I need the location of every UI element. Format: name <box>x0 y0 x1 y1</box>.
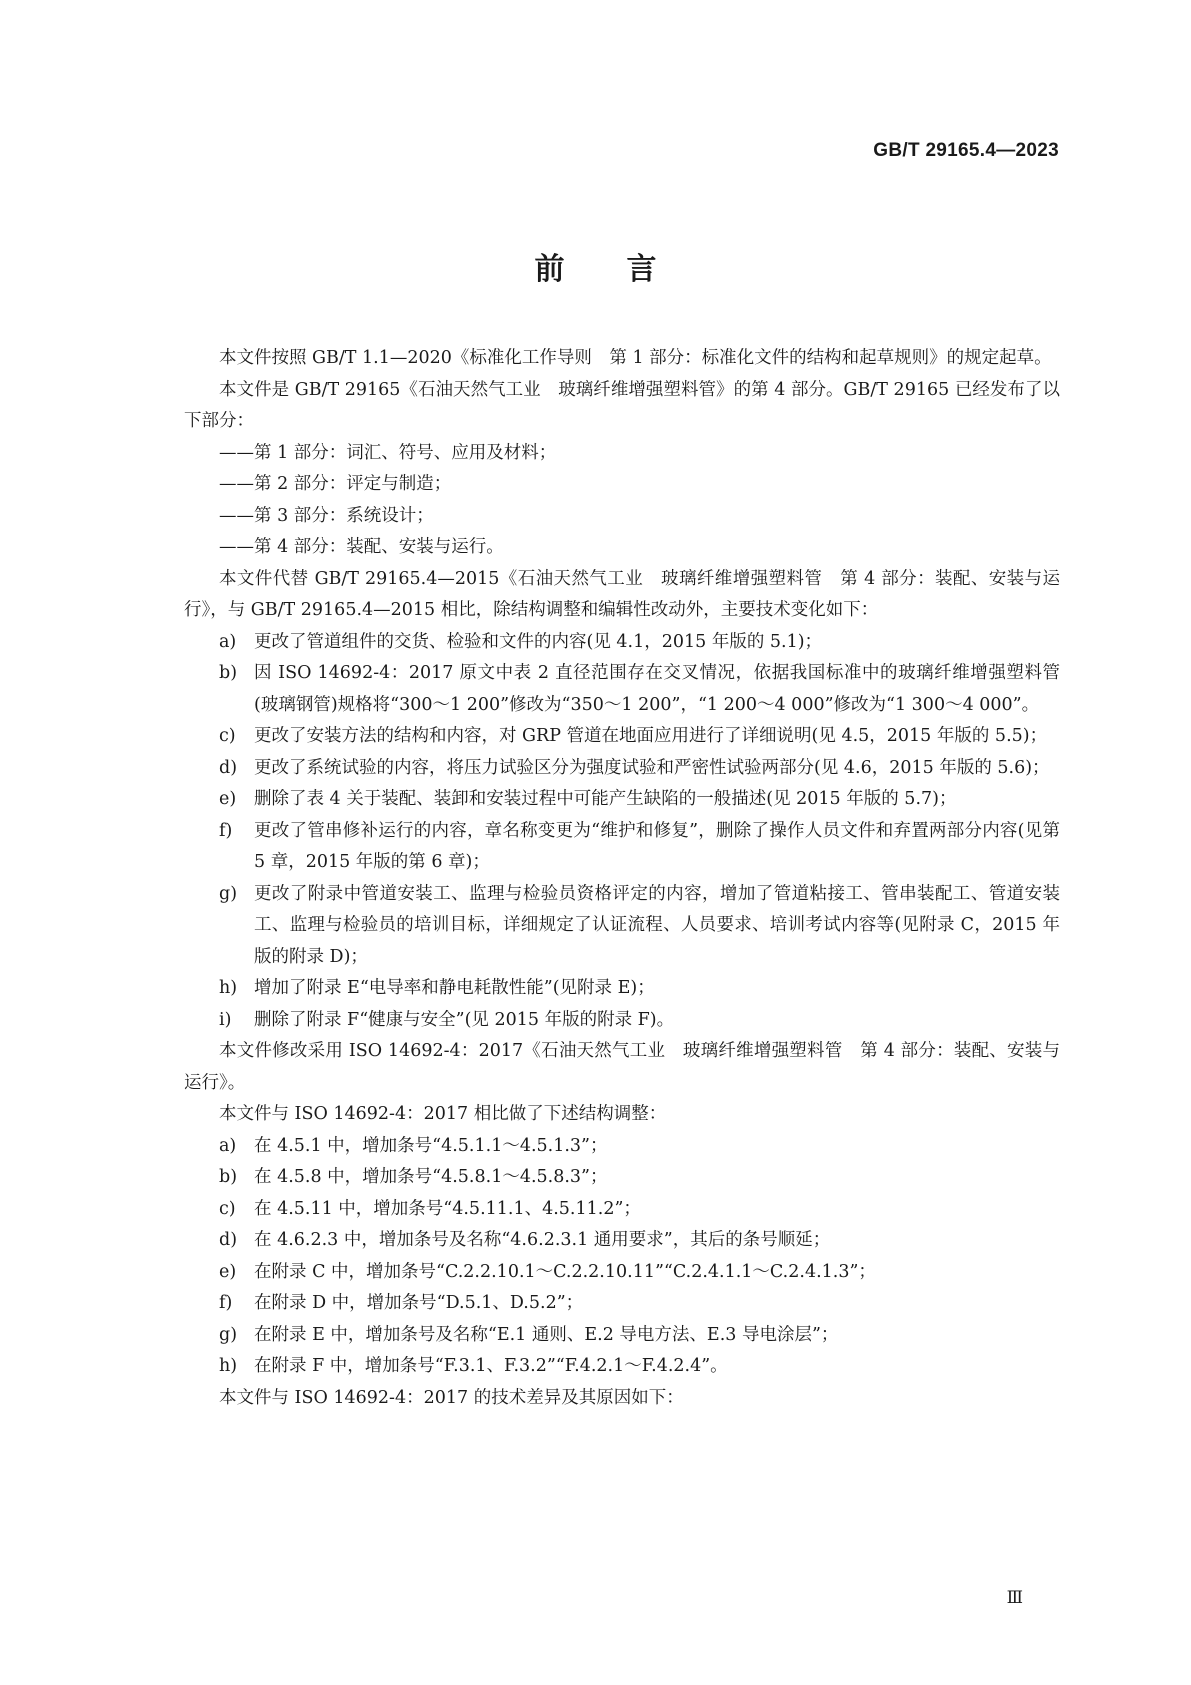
item-label: b) <box>219 1167 238 1187</box>
structure-item <box>184 1194 1060 1226</box>
structure-item <box>184 1225 1060 1257</box>
title-char-1: 前 <box>534 252 565 287</box>
structure-item <box>184 1320 1060 1352</box>
item-text: 在 4.5.1 中，增加条号“4.5.1.1～4.5.1.3”； <box>254 1135 608 1156</box>
replacement-paragraph: 本文件代替 GB/T 29165.4—2015《石油天然气工业 玻璃纤维增强塑料管 第 4 部分：装配、安装与运行》，与 GB/T 29165.4—2015 相比，除结构调整和编辑性改动外，主要技术变化如下： <box>184 568 1060 620</box>
item-text: 在附录 F 中，增加条号“F.3.1、F.3.2”“F.4.2.1～F.4.2.4”。 <box>254 1356 728 1376</box>
page-title <box>0 244 1191 288</box>
item-label: h) <box>219 1356 238 1376</box>
technical-difference-paragraph: 本文件与 ISO 14692-4：2017 的技术差异及其原因如下： <box>219 1387 684 1408</box>
change-item <box>184 784 1060 816</box>
item-label: a) <box>219 1135 237 1156</box>
item-label: d) <box>219 1230 238 1250</box>
foreword-body <box>184 343 1060 1414</box>
item-text: 在 4.6.2.3 中，增加条号及名称“4.6.2.3.1 通用要求”，其后的条号顺延； <box>254 1230 831 1250</box>
item-text: 增加了附录 E“电导率和静电耗散性能”(见附录 E)； <box>254 978 655 998</box>
item-text: 在附录 C 中，增加条号“C.2.2.10.1～C.2.2.10.11”“C.2.4.1.1～C.2.4.1.3”； <box>254 1261 876 1282</box>
part-list-item: ——第 4 部分：装配、安装与运行。 <box>219 537 504 557</box>
item-label: d) <box>219 757 238 778</box>
change-item <box>184 627 1060 659</box>
item-text: 在附录 D 中，增加条号“D.5.1、D.5.2”； <box>254 1293 584 1313</box>
item-label: a) <box>219 631 237 652</box>
structure-item <box>184 1131 1060 1163</box>
item-text: 更改了系统试验的内容，将压力试验区分为强度试验和严密性试验两部分(见 4.6，2015 年版的 5.6)； <box>254 757 1050 778</box>
item-text: 更改了附录中管道安装工、监理与检验员资格评定的内容，增加了管道粘接工、管串装配工、管道安装工、监理与检验员的培训目标，详细规定了认证流程、人员要求、培训考试内容等(见附录 C，2015 年版的附录 D)； <box>254 883 1060 967</box>
structure-paragraph: 本文件与 ISO 14692-4：2017 相比做了下述结构调整： <box>219 1104 667 1124</box>
item-label: h) <box>219 978 238 998</box>
item-label: c) <box>219 726 236 746</box>
item-text: 删除了表 4 关于装配、装卸和安装过程中可能产生缺陷的一般描述(见 2015 年版的 5.7)； <box>254 789 957 809</box>
structure-item <box>184 1351 1060 1383</box>
item-text: 在 4.5.11 中，增加条号“4.5.11.1、4.5.11.2”； <box>254 1198 641 1219</box>
item-label: f) <box>219 820 233 841</box>
item-label: f) <box>219 1293 233 1313</box>
intro-paragraph-2: 本文件是 GB/T 29165《石油天然气工业 玻璃纤维增强塑料管》的第 4 部分。GB/T 29165 已经发布了以下部分： <box>184 379 1060 431</box>
item-text: 更改了管道组件的交货、检验和文件的内容(见 4.1，2015 年版的 5.1)； <box>254 631 823 652</box>
part-list-item: ——第 3 部分：系统设计； <box>219 505 434 526</box>
change-item <box>184 1005 1060 1037</box>
item-text: 在附录 E 中，增加条号及名称“E.1 通则、E.2 导电方法、E.3 导电涂层”； <box>254 1324 839 1345</box>
change-item <box>184 753 1060 785</box>
item-text: 更改了安装方法的结构和内容，对 GRP 管道在地面应用进行了详细说明(见 4.5，2015 年版的 5.5)； <box>254 726 1048 746</box>
item-label: b) <box>219 663 238 683</box>
title-char-2: 言 <box>626 252 657 287</box>
item-text: 更改了管串修补运行的内容，章名称变更为“维护和修复”，删除了操作人员文件和弃置两部分内容(见第 5 章，2015 年版的第 6 章)； <box>254 820 1060 872</box>
page-number: Ⅲ <box>1006 1588 1023 1608</box>
item-label: i) <box>219 1009 232 1030</box>
item-label: e) <box>219 1261 237 1282</box>
change-item <box>184 879 1060 974</box>
structure-item <box>184 1162 1060 1194</box>
change-item <box>184 816 1060 879</box>
structure-item <box>184 1257 1060 1289</box>
item-label: g) <box>219 1324 238 1345</box>
adoption-paragraph: 本文件修改采用 ISO 14692-4：2017《石油天然气工业 玻璃纤维增强塑料管 第 4 部分：装配、安装与运行》。 <box>184 1041 1060 1093</box>
intro-paragraph-1: 本文件按照 GB/T 1.1—2020《标准化工作导则 第 1 部分：标准化文件的结构和起草规则》的规定起草。 <box>219 348 1052 368</box>
item-text: 因 ISO 14692-4：2017 原文中表 2 直径范围存在交叉情况，依据我国标准中的玻璃纤维增强塑料管(玻璃钢管)规格将“300～1 200”修改为“350～1 200”，“1 200～4 000”修改为“1 300～4 000”。 <box>254 663 1060 715</box>
item-label: c) <box>219 1198 236 1219</box>
part-list-item: ——第 1 部分：词汇、符号、应用及材料； <box>219 442 557 463</box>
change-item <box>184 973 1060 1005</box>
item-text: 在 4.5.8 中，增加条号“4.5.8.1～4.5.8.3”； <box>254 1167 608 1187</box>
item-label: e) <box>219 789 237 809</box>
part-list-item: ——第 2 部分：评定与制造； <box>219 474 452 494</box>
item-label: g) <box>219 883 238 904</box>
change-item <box>184 721 1060 753</box>
standard-code: GB/T 29165.4—2023 <box>873 140 1059 161</box>
structure-item <box>184 1288 1060 1320</box>
change-item <box>184 658 1060 721</box>
item-text: 删除了附录 F“健康与安全”(见 2015 年版的附录 F)。 <box>254 1009 675 1030</box>
